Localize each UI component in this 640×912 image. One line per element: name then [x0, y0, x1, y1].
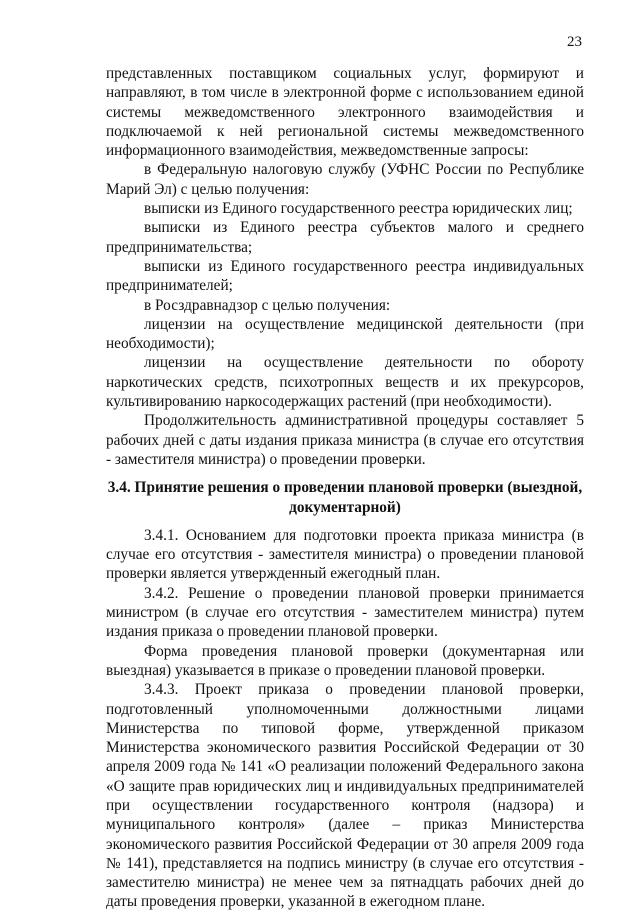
- paragraph: лицензии на осуществление деятельности по обороту наркотических средств, психотропных веществ и их прекурсоров, культивированию наркосодержащих растений (при необходимости).: [106, 354, 584, 411]
- document-body: [106, 64, 584, 912]
- paragraph: в Росздравнадзор с целью получения:: [144, 296, 391, 314]
- paragraph: выписки из Единого реестра субъектов малого и среднего предпринимательства;: [106, 219, 584, 256]
- paragraph: лицензии на осуществление медицинской деятельности (при необходимости);: [106, 315, 584, 353]
- paragraph: выписки из Единого государственного реестра индивидуальных предпринимателей;: [106, 257, 584, 295]
- paragraph: 3.4.1. Основанием для подготовки проекта приказа министра (в случае его отсутствия - заместителя министра) о проведении плановой проверки является утвержденный ежегодный план.: [106, 526, 584, 583]
- paragraph: представленных поставщиком социальных услуг, формируют и направляют, в том числе в электронной форме с использованием единой системы межведомственного электронного взаимодействия и подключаемой к ней региональной системы межведомственного информационного взаимодействия, межведомственные запросы:: [106, 65, 584, 160]
- paragraph: в Федеральную налоговую службу (УФНС России по Республике Марий Эл) с целью получения:: [106, 161, 584, 198]
- paragraph: выписки из Единого государственного реестра юридических лиц;: [144, 200, 573, 218]
- section-heading: 3.4. Принятие решения о проведении плановой проверки (выездной, документарной): [107, 479, 583, 516]
- paragraph: Форма проведения плановой проверки (документарная или выездная) указывается в приказе о проведении плановой проверки.: [106, 642, 584, 679]
- page-number: 23: [567, 34, 582, 50]
- paragraphs-after-heading: [106, 526, 584, 912]
- paragraph: Продолжительность административной процедуры составляет 5 рабочих дней с даты издания приказа министра (в случае его отсутствия - заместителя министра) о проведении проверки.: [106, 412, 584, 468]
- paragraph: 3.4.2. Решение о проведении плановой проверки принимается министром (в случае его отсутствия - заместителем министра) путем издания приказа о проведении плановой проверки.: [106, 584, 584, 641]
- paragraphs-before-heading: [106, 64, 584, 469]
- paragraph: 3.4.3. Проект приказа о проведении плановой проверки, подготовленный уполномоченными должностными лицами Министерства по типовой форме, утвержденной приказом Министерства экономического развития Российской Федерации от 30 апреля 2009 года № 141 «О реализации положений Федерального закона «О защите прав юридических лиц и индивидуальных предпринимателей при осуществлении государственного контроля (надзора) и муниципального контроля» (далее – приказ Министерства экономического развития Российской Федерации от 30 апреля 2009 года № 141), представляется на подпись министру (в случае его отсутствия - заместителю министра) не менее чем за пятнадцать рабочих дней до даты проведения проверки, указанной в ежегодном плане.: [106, 681, 584, 911]
